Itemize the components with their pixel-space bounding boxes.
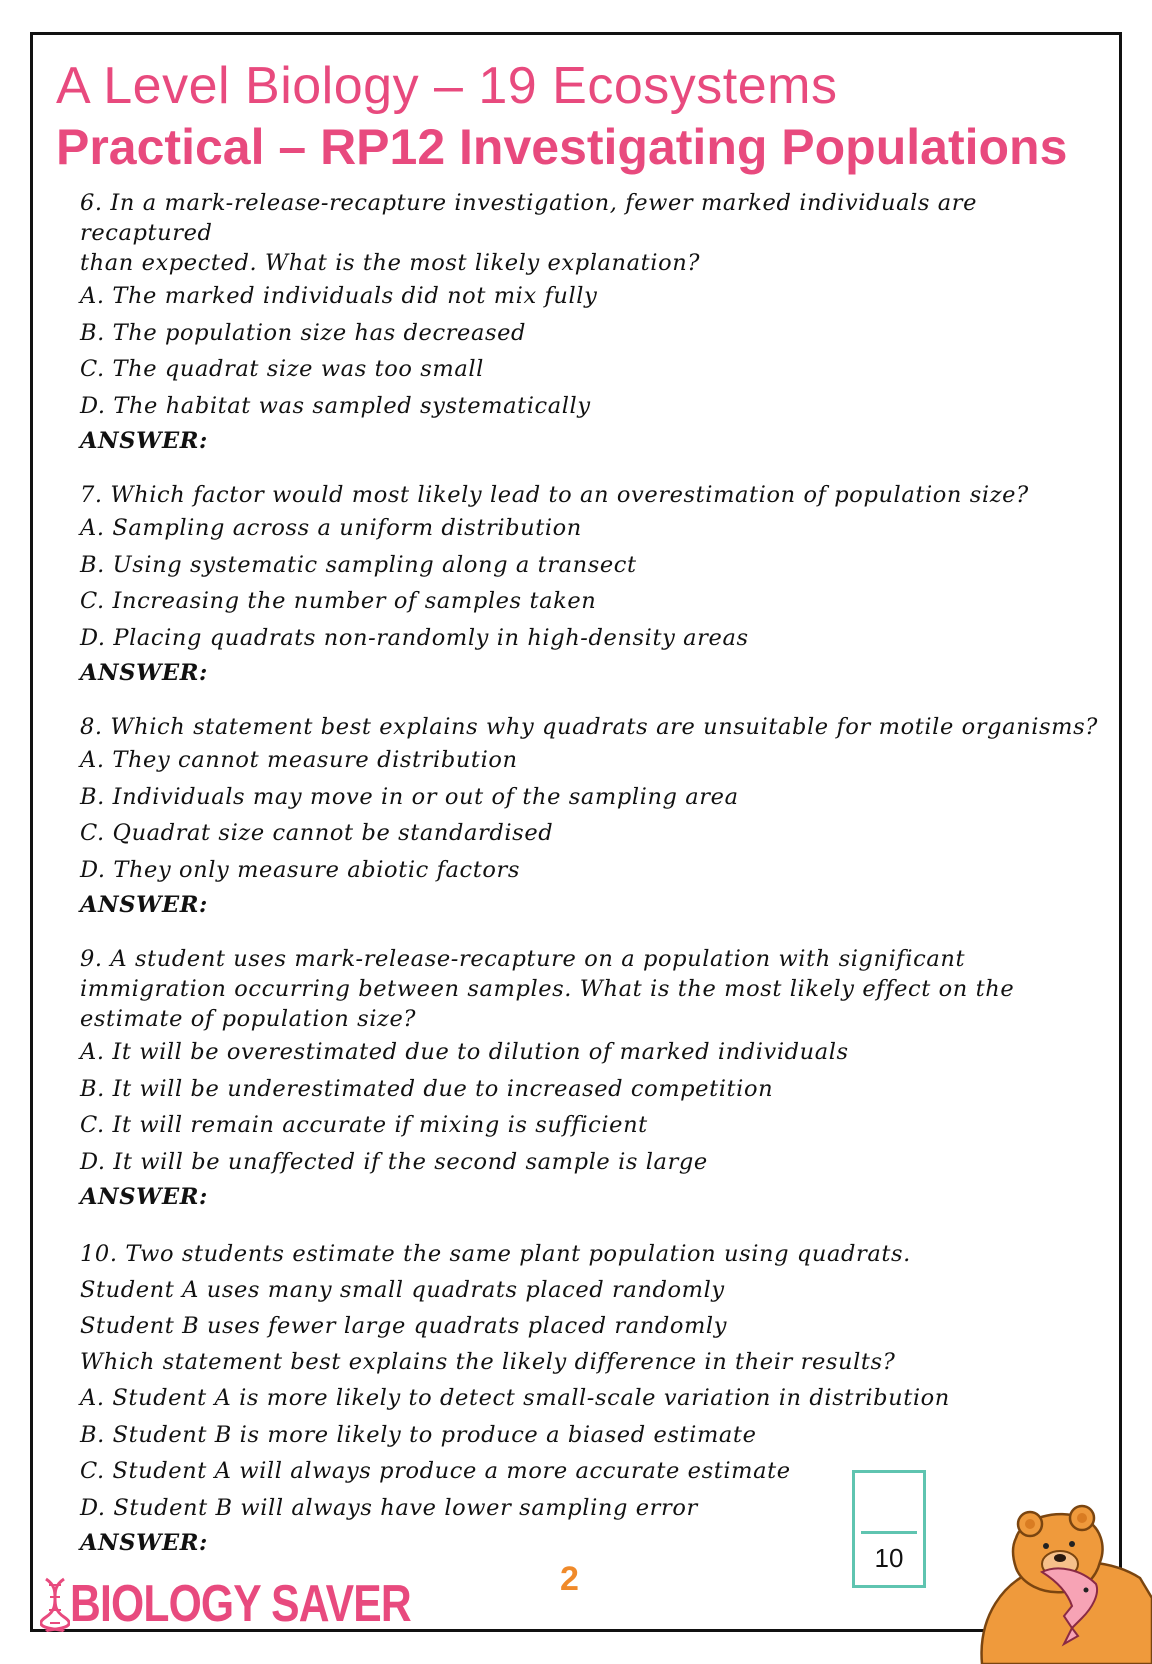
stem-line: 8. Which statement best explains why quadrats are unsuitable for motile organisms? bbox=[80, 714, 1098, 740]
option-c: C. It will remain accurate if mixing is sufficient bbox=[80, 1112, 648, 1138]
stem-line: estimate of population size? bbox=[80, 1006, 417, 1032]
page-number: 2 bbox=[560, 1560, 579, 1598]
option-a: A. They cannot measure distribution bbox=[80, 747, 518, 773]
stem-line: 10. Two students estimate the same plant population using quadrats. bbox=[80, 1241, 911, 1267]
option-c: C. The quadrat size was too small bbox=[80, 356, 484, 382]
option-a: A. Student A is more likely to detect small-scale variation in distribution bbox=[80, 1385, 950, 1411]
option-a: A. Sampling across a uniform distribution bbox=[80, 515, 582, 541]
option-c: C. Increasing the number of samples taken bbox=[80, 588, 597, 614]
stem-line: 7. Which factor would most likely lead to an overestimation of population size? bbox=[80, 482, 1029, 508]
question-stem bbox=[80, 944, 1100, 1034]
option-c: C. Quadrat size cannot be standardised bbox=[80, 820, 554, 846]
option-b: B. Using systematic sampling along a transect bbox=[80, 551, 637, 578]
score-divider bbox=[861, 1531, 917, 1534]
answer-label: ANSWER: bbox=[80, 1530, 208, 1556]
biology-saver-logo bbox=[40, 1574, 486, 1634]
option-b: B. It will be underestimated due to increased competition bbox=[80, 1075, 774, 1102]
option-c: C. Student A will always produce a more accurate estimate bbox=[80, 1458, 791, 1484]
answer-label: ANSWER: bbox=[80, 892, 208, 918]
question-6 bbox=[80, 188, 1100, 458]
stem-line: 6. In a mark-release-recapture investigation, fewer marked individuals are recaptured bbox=[80, 190, 978, 246]
score-total: 10 bbox=[874, 1543, 904, 1573]
stem-line: Student B uses fewer large quadrats placed randomly bbox=[80, 1313, 728, 1339]
option-d: D. They only measure abiotic factors bbox=[80, 856, 521, 883]
option-d: D. Placing quadrats non-randomly in high-density areas bbox=[80, 624, 749, 651]
option-d: D. The habitat was sampled systematically bbox=[80, 392, 591, 419]
stem-line: 9. A student uses mark-release-recapture on a population with significant bbox=[80, 946, 966, 972]
stem-line: than expected. What is the most likely explanation? bbox=[80, 250, 700, 276]
option-b: B. Individuals may move in or out of the sampling area bbox=[80, 783, 739, 810]
page-subtitle: Practical – RP12 Investigating Populations bbox=[56, 119, 1068, 175]
page-title: A Level Biology – 19 Ecosystems bbox=[56, 57, 838, 115]
question-8 bbox=[80, 712, 1100, 922]
stem-line: immigration occurring between samples. What is the most likely effect on the bbox=[80, 976, 1015, 1002]
question-stem bbox=[80, 1236, 1100, 1380]
option-a: A. It will be overestimated due to dilution of marked individuals bbox=[80, 1039, 849, 1065]
bear-icon bbox=[972, 1498, 1152, 1664]
option-a: A. The marked individuals did not mix fully bbox=[80, 283, 598, 309]
question-stem bbox=[80, 188, 1100, 278]
dna-icon bbox=[40, 1575, 70, 1633]
question-stem bbox=[80, 712, 1100, 742]
question-list bbox=[80, 188, 1100, 1582]
option-b: B. The population size has decreased bbox=[80, 319, 527, 346]
stem-line: Which statement best explains the likely difference in their results? bbox=[80, 1349, 896, 1375]
answer-label: ANSWER: bbox=[80, 1184, 208, 1210]
option-d: D. It will be unaffected if the second sample is large bbox=[80, 1148, 708, 1175]
question-10 bbox=[80, 1236, 1100, 1560]
option-d: D. Student B will always have lower sampling error bbox=[80, 1494, 698, 1521]
answer-label: ANSWER: bbox=[80, 428, 208, 454]
question-stem bbox=[80, 480, 1100, 510]
logo-text: BIOLOGY SAVER bbox=[70, 1575, 411, 1633]
option-b: B. Student B is more likely to produce a biased estimate bbox=[80, 1421, 757, 1448]
answer-label: ANSWER: bbox=[80, 660, 208, 686]
question-9 bbox=[80, 944, 1100, 1214]
score-box bbox=[852, 1470, 926, 1588]
stem-line: Student A uses many small quadrats placed randomly bbox=[80, 1277, 725, 1303]
question-7 bbox=[80, 480, 1100, 690]
